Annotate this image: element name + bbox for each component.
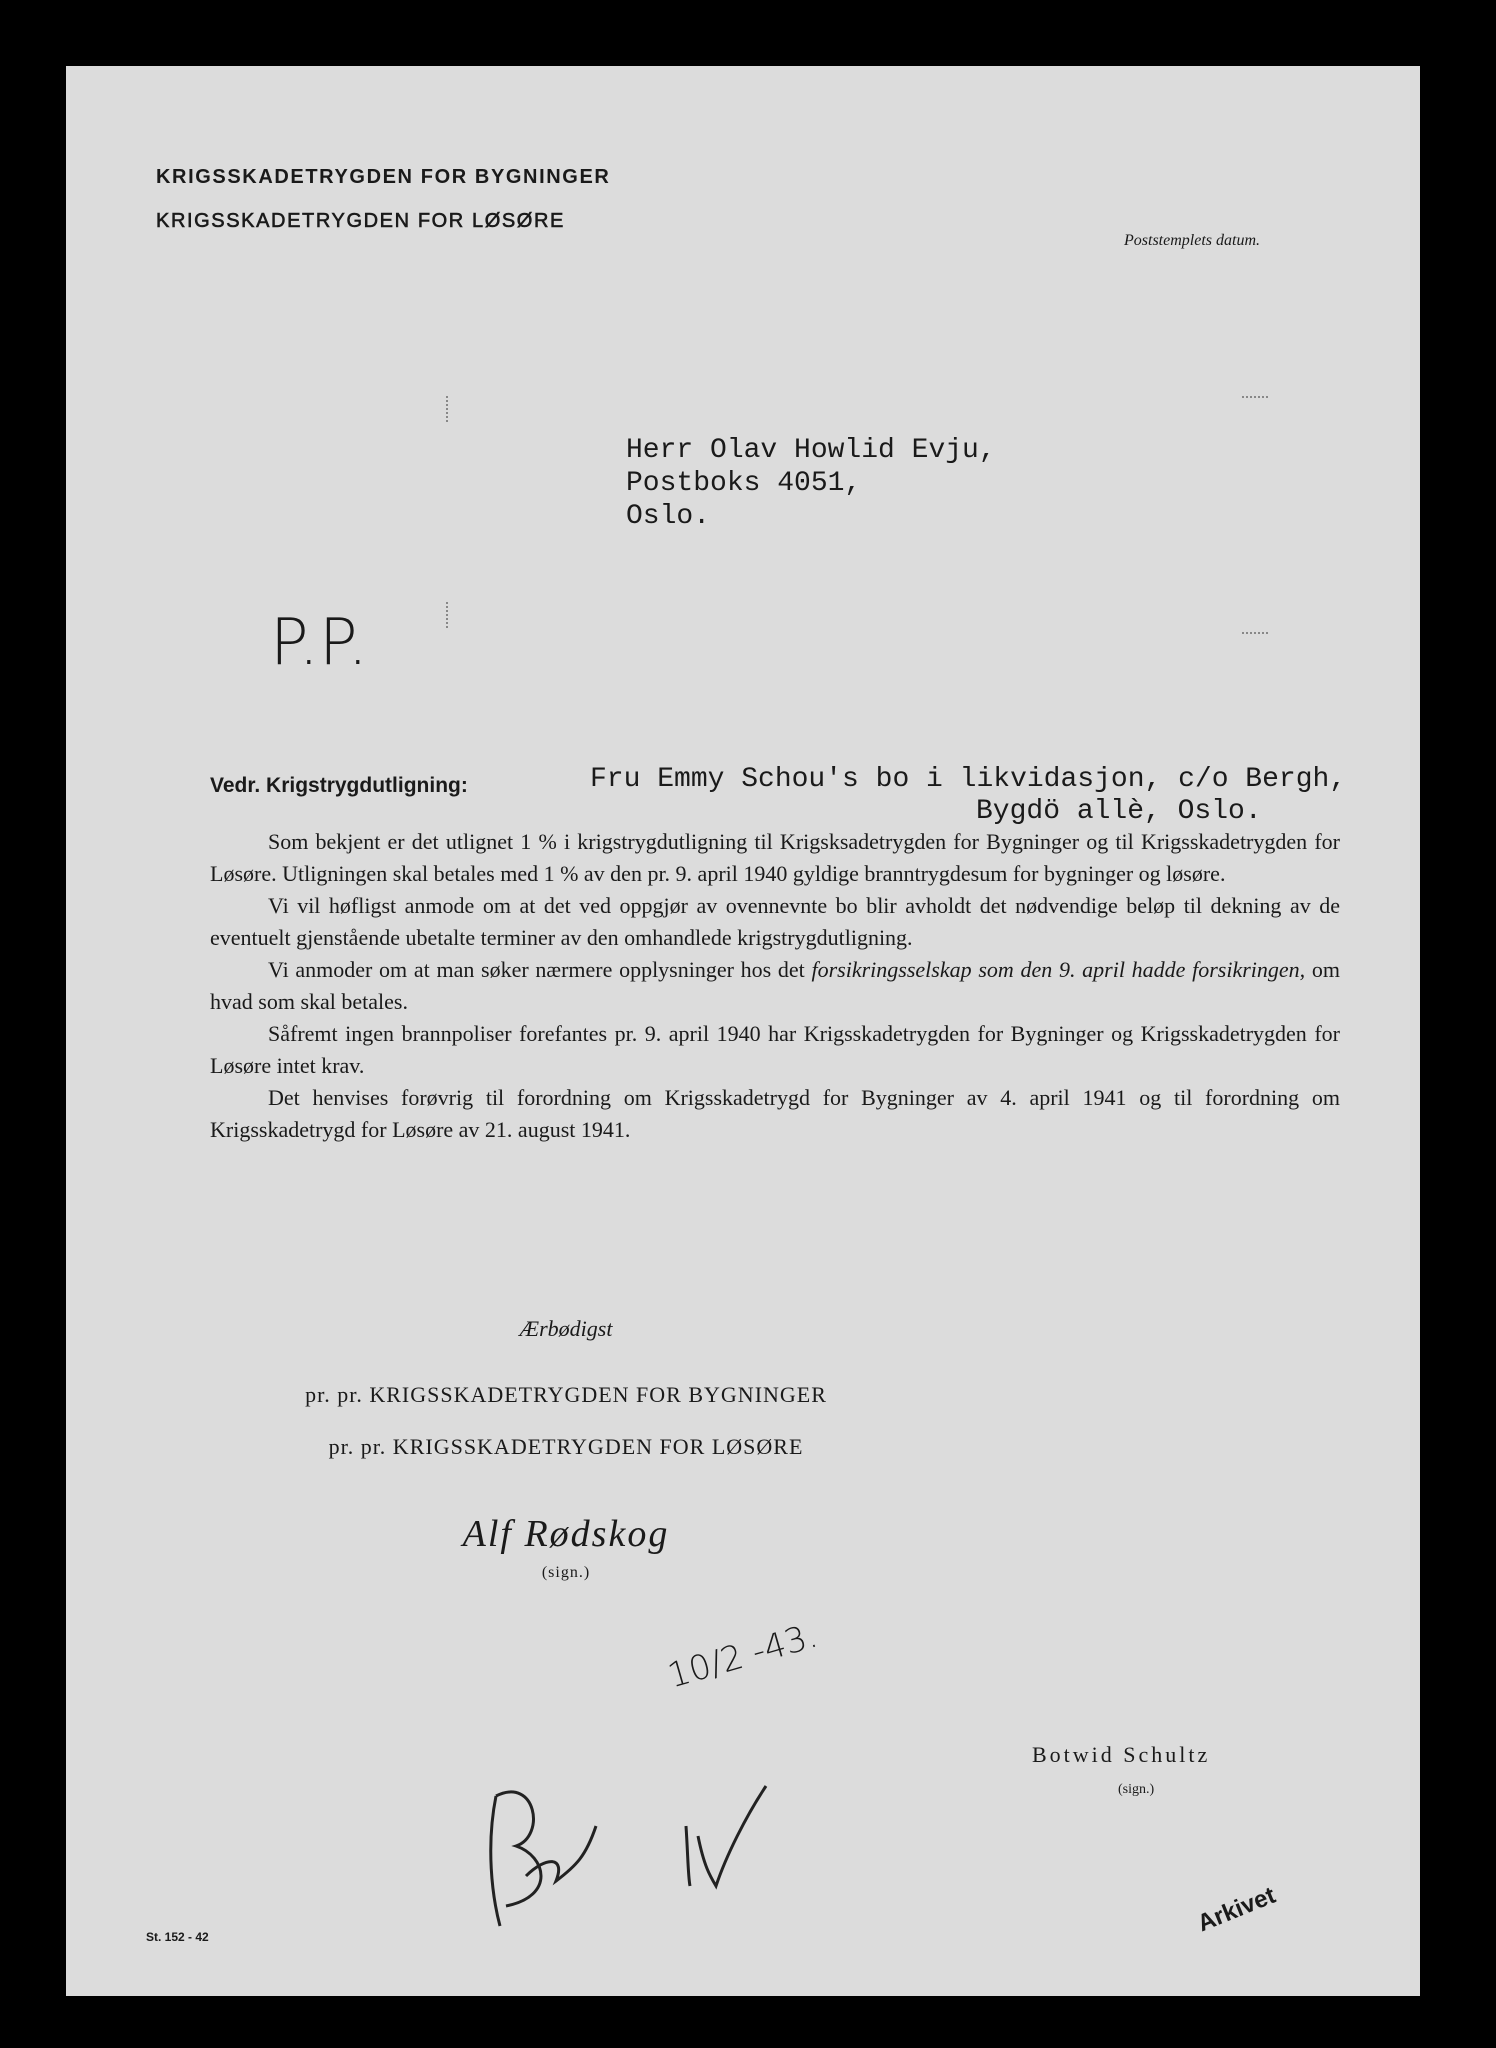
sign-note: (sign.) (541, 1564, 591, 1581)
handwritten-date: 10/2 -43. (663, 1615, 823, 1697)
closing-line-1: pr. pr. KRIGSSKADETRYGDEN FOR BYGNINGER (305, 1382, 827, 1407)
subject-label: Vedr. Krigstrygdutligning: (210, 774, 468, 797)
form-number: St. 152 - 42 (146, 1930, 209, 1944)
address-line: Herr Olav Howlid Evju, (626, 435, 996, 466)
signature-name: Alf Rødskog (462, 1513, 670, 1555)
subject-line: Fru Emmy Schou's bo i likvidasjon, c/o Bergh, (590, 764, 1347, 795)
address-line: Postboks 4051, (626, 468, 862, 499)
fold-mark (1242, 632, 1268, 634)
paragraph-text: Vi anmoder om at man søker nærmere opplysninger hos det (268, 957, 812, 982)
address-line: Oslo. (626, 501, 711, 532)
paragraph-emphasis: forsikringsselskap som den 9. april hadde forsikringen, (811, 957, 1306, 982)
handwritten-pp: P.P. (270, 606, 368, 680)
paragraph-text: om hvad som skal betales. (210, 957, 1340, 1014)
body-paragraph: Som bekjent er det utlignet 1 % i krigstrygdutligning til Krigsksadetrygden for Bygninger og til Krigsskadetrygden for Løsøre. Utligningen skal betales med 1 % av den pr. 9. april 1940 gyldige branntrygdesum for bygninger og løsøre. (210, 829, 1340, 886)
letterhead-line-2: KRIGSSKADETRYGDEN FOR LØSØRE (156, 210, 565, 232)
body-paragraph (210, 954, 1340, 1018)
body-paragraph: Såfremt ingen brannpoliser forefantes pr. 9. april 1940 har Krigsskadetrygden for Bygninger og Krigsskadetrygden for Løsøre intet krav. (210, 1021, 1340, 1078)
subject-line: Bygdö allè, Oslo. (976, 796, 1262, 827)
second-signer-name: Botwid Schultz (1032, 1742, 1211, 1767)
closing-line-2: pr. pr. KRIGSSKADETRYGDEN FOR LØSØRE (328, 1434, 804, 1459)
document-page (66, 66, 1420, 1996)
closing-greeting: Ærbødigst (519, 1316, 613, 1341)
handwritten-initials (476, 1706, 836, 1946)
subject-value (590, 764, 1346, 828)
fold-mark (446, 602, 450, 628)
body-paragraph: Vi vil høfligst anmode om at det ved oppgjør av ovennevnte bo blir avholdt det nødvendige beløp til dekning av de eventuelt gjenstående ubetalte terminer av den omhandlede krigstrygdutligning. (210, 893, 1340, 950)
recipient-address (626, 434, 996, 533)
second-signer-sign-note: (sign.) (1118, 1782, 1155, 1797)
body-paragraph: Det henvises forøvrig til forordning om Krigsskadetrygd for Bygninger av 4. april 1941 og til forordning om Krigsskadetrygd for Løsøre av 21. august 1941. (210, 1085, 1340, 1142)
letterhead-line-1: KRIGSSKADETRYGDEN FOR BYGNINGER (156, 166, 611, 188)
fold-mark (1242, 396, 1268, 398)
letter-body (210, 826, 1340, 1146)
postmark-label: Poststemplets datum. (1124, 232, 1260, 249)
archive-stamp: Arkivet (1193, 1881, 1280, 1938)
fold-mark (446, 396, 450, 422)
